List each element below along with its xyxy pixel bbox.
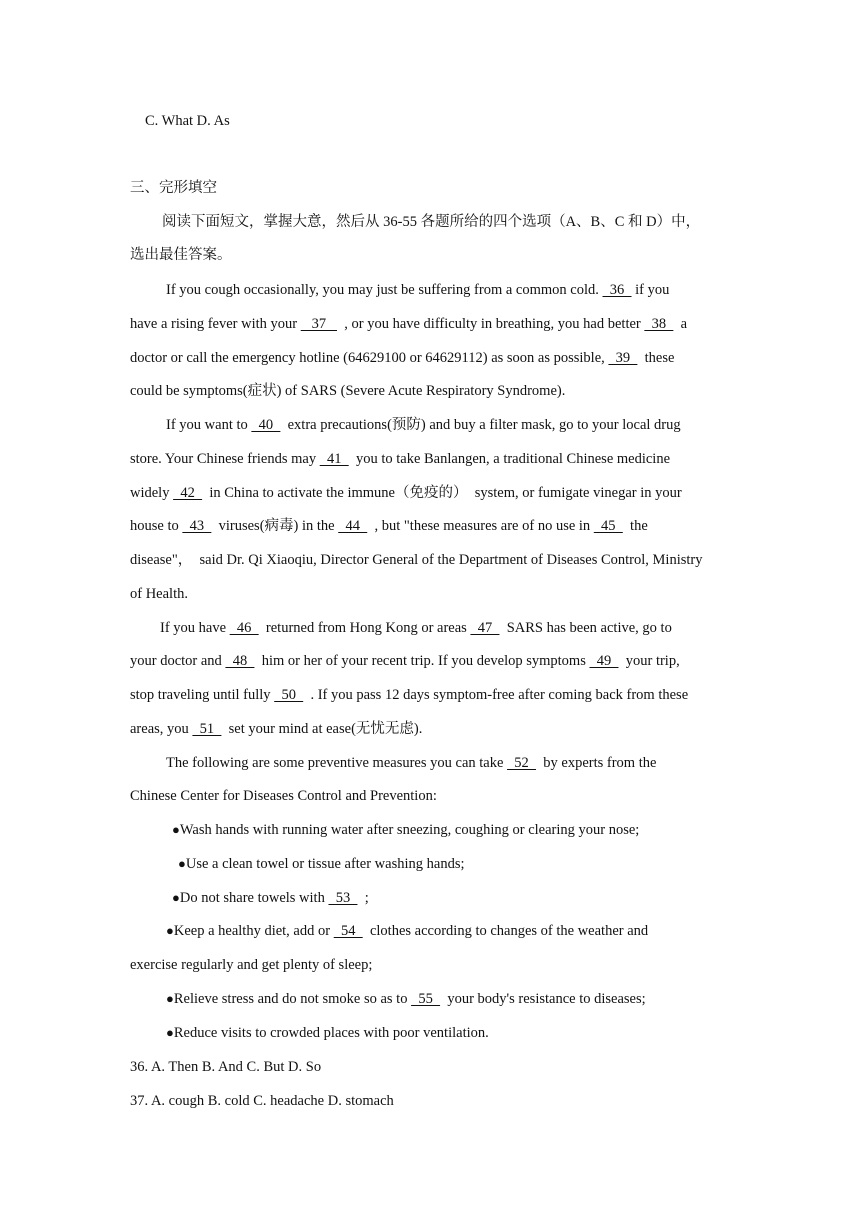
bullet-icon: ●	[172, 822, 180, 837]
passage-text: stop traveling until fully	[130, 687, 275, 703]
passage-text: of Health.	[130, 585, 188, 602]
bullet-icon: ●	[166, 1024, 174, 1040]
passage-line	[166, 280, 669, 300]
passage-line	[166, 753, 656, 773]
blank-44: 44	[338, 518, 368, 535]
bullet-icon: ●	[166, 990, 174, 1006]
passage-text: Relieve stress and do not smoke so as to	[173, 990, 412, 1007]
passage-text: . If you pass 12 days symptom-free after coming back from these	[303, 687, 689, 703]
passage-line	[130, 348, 674, 368]
blank-51: 51	[192, 720, 222, 737]
passage-text: If you want to	[166, 417, 252, 433]
passage-line	[130, 550, 703, 570]
blank-52: 52	[507, 754, 537, 771]
passage-line	[130, 719, 422, 739]
passage-text: a	[673, 315, 688, 332]
passage-text: If you have	[160, 619, 230, 636]
passage-line	[130, 955, 372, 975]
passage-text: disease"， said Dr. Qi Xiaoqiu, Director General of the Department of Diseases Control, Ministry	[130, 552, 703, 568]
passage-text: viruses(病毒) in the	[211, 518, 339, 535]
passage-text: ;	[357, 889, 369, 906]
passage-text: exercise regularly and get plenty of sleep;	[130, 957, 373, 973]
passage-text: Do not share towels with	[179, 889, 329, 906]
passage-line	[172, 888, 369, 908]
blank-43: 43	[182, 518, 212, 535]
passage-line	[130, 651, 680, 671]
passage-line	[130, 685, 688, 705]
passage-text: house to	[130, 518, 183, 535]
passage-line	[178, 854, 465, 874]
passage-text: widely	[130, 484, 174, 501]
blank-36: 36	[602, 282, 632, 298]
passage-text: if you	[631, 282, 670, 298]
previous-options: C. What D. As	[145, 113, 230, 129]
blank-42: 42	[173, 484, 203, 501]
passage-text: Use a clean towel or tissue after washing hands;	[185, 855, 465, 872]
blank-37: 37	[300, 315, 337, 332]
bullet-icon: ●	[178, 855, 186, 871]
passage-line	[130, 381, 565, 401]
passage-text: returned from Hong Kong or areas	[258, 619, 471, 636]
passage-text: clothes according to changes of the weather and	[362, 923, 649, 940]
passage-text: set your mind at ease(无忧无虑).	[221, 720, 423, 737]
passage-line	[130, 786, 437, 806]
bullet-icon: ●	[172, 889, 180, 905]
passage-text: store. Your Chinese friends may	[130, 450, 320, 467]
passage-text: extra precautions(预防) and buy a filter mask, go to your local drug	[280, 417, 681, 433]
passage-text: Reduce visits to crowded places with poor ventilation.	[173, 1024, 489, 1041]
blank-54: 54	[333, 923, 363, 940]
instruction-line: 阅读下面短文，掌握大意，然后从 36-55 各题所给的四个选项（A、B、C 和 D）中，	[162, 214, 701, 230]
passage-line	[166, 1023, 489, 1043]
blank-41: 41	[319, 450, 349, 467]
question-36: 36. A. Then B. And C. But D. So	[130, 1059, 322, 1075]
blank-46: 46	[229, 619, 259, 636]
passage-line	[130, 516, 648, 536]
section-title: 三、完形填空	[130, 180, 217, 196]
passage-text: If you cough occasionally, you may just be suffering from a common cold.	[166, 282, 603, 298]
passage-text: your body's resistance to diseases;	[440, 990, 646, 1007]
passage-line	[172, 820, 639, 840]
question-37: 37. A. cough B. cold C. headache D. stomach	[130, 1093, 394, 1109]
blank-53: 53	[328, 889, 358, 906]
passage-text: Keep a healthy diet, add or	[173, 923, 334, 940]
passage-text: , or you have difficulty in breathing, you had better	[336, 315, 645, 332]
passage-text: Wash hands with running water after sneezing, coughing or clearing your nose;	[179, 822, 640, 838]
bullet-icon: ●	[166, 923, 174, 939]
passage-line	[130, 483, 682, 503]
passage-text: Chinese Center for Diseases Control and Prevention:	[130, 788, 437, 805]
passage-text: your doctor and	[130, 653, 226, 670]
blank-48: 48	[225, 653, 255, 670]
passage-line	[130, 314, 687, 334]
blank-39: 39	[608, 349, 638, 366]
passage-line	[166, 415, 681, 435]
passage-text: could be symptoms(症状) of SARS (Severe Acute Respiratory Syndrome).	[130, 383, 566, 400]
blank-47: 47	[470, 619, 500, 636]
blank-45: 45	[593, 518, 623, 535]
passage-text: the	[622, 518, 648, 535]
blank-40: 40	[251, 417, 281, 433]
passage-line	[166, 989, 646, 1009]
passage-text: doctor or call the emergency hotline (64629100 or 64629112) as soon as possible,	[130, 349, 609, 366]
passage-line	[130, 449, 670, 469]
passage-line	[130, 584, 188, 604]
passage-text: have a rising fever with your	[130, 315, 301, 332]
passage-text: , but "these measures are of no use in	[367, 518, 594, 535]
passage-text: by experts from the	[536, 754, 657, 771]
blank-55: 55	[411, 990, 441, 1007]
blank-50: 50	[274, 687, 304, 703]
blank-38: 38	[644, 315, 674, 332]
passage-text: The following are some preventive measures you can take	[166, 754, 508, 771]
passage-text: areas, you	[130, 720, 193, 737]
passage-text: SARS has been active, go to	[499, 619, 672, 636]
passage-line	[166, 921, 648, 941]
passage-line	[160, 618, 672, 638]
passage-text: your trip,	[618, 653, 680, 670]
passage-text: you to take Banlangen, a traditional Chinese medicine	[348, 450, 671, 467]
blank-49: 49	[589, 653, 619, 670]
passage-text: in China to activate the immune（免疫的） system, or fumigate vinegar in your	[202, 484, 682, 501]
instruction-line: 选出最佳答案。	[130, 247, 232, 263]
passage-text: these	[637, 349, 675, 366]
passage-text: him or her of your recent trip. If you develop symptoms	[254, 653, 590, 670]
